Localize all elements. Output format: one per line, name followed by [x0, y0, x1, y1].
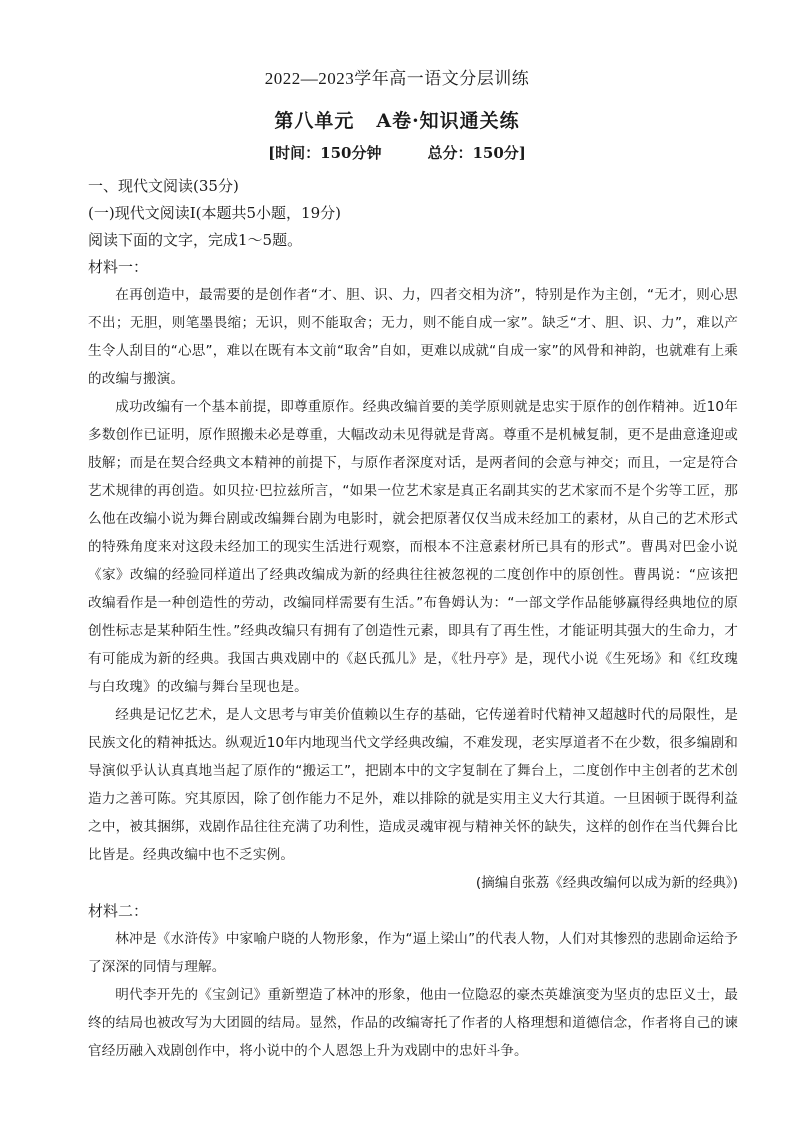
material-one-label: 材料一：: [88, 258, 149, 276]
material-one-paragraph-1: 在再创造中，最需要的是创作者“才、胆、识、力，四者交相为济”，特别是作为主创，“无才，则心思不出；无胆，则笔墨畏缩；无识，则不能取舍；无力，则不能自成一家”。缺乏“才、胆、识、力”，难以产生令人刮目的“心思”，难以在既有本文前“取舍”自如，更难以成就“自成一家”的风骨和神韵，也就难有上乘的改编与搬演。: [88, 287, 738, 387]
material-two-paragraph-1: 林冲是《水浒传》中家喻户晓的人物形象，作为“逼上梁山”的代表人物，人们对其惨烈的悲剧命运给予了深深的同情与理解。: [88, 931, 738, 975]
material-two-label: 材料二：: [88, 902, 149, 920]
subsection-heading: (一)现代文阅读Ⅰ(本题共5小题，19分): [88, 204, 341, 222]
section-heading: 一、现代文阅读(35分): [88, 177, 239, 195]
material-one-paragraph-3: 经典是记忆艺术，是人文思考与审美价值赖以生存的基础，它传递着时代精神又超越时代的局限性，是民族文化的精神抵达。纵观近10年内地现当代文学经典改编，不难发现，老实厚道者不在少数，很多编剧和导演似乎认认真真地当起了原作的“搬运工”，把剧本中的文字复制在了舞台上，二度创作中主创者的艺术创造力之善可陈。究其原因，除了创作能力不足外，难以排除的就是实用主义大行其道。一旦困顿于既得利益之中，被其捆绑，戏剧作品往往充满了功利性，造成灵魂审视与精神关怀的缺失，这样的创作在当代舞台比比皆是。经典改编中也不乏实例。: [88, 707, 738, 863]
volume-label: A卷·知识通关练: [376, 110, 520, 132]
instruction-text: 阅读下面的文字，完成1～5题。: [88, 231, 303, 249]
time-score-line: [0, 142, 794, 163]
unit-subtitle: [0, 106, 794, 133]
material-one-paragraph-2: 成功改编有一个基本前提，即尊重原作。经典改编首要的美学原则就是忠实于原作的创作精神。近10年多数创作已证明，原作照搬未必是尊重，大幅改动未见得就是背离。尊重不是机械复制，更不是曲意逢迎或肢解；而是在契合经典文本精神的前提下，与原作者深度对话，是两者间的会意与神交；而且，一定是符合艺术规律的再创造。如贝拉·巴拉兹所言，“如果一位艺术家是真正名副其实的艺术家而不是个劣等工匠，那么他在改编小说为舞台剧或改编舞台剧为电影时，就会把原著仅仅当成未经加工的素材，从自己的艺术形式的特殊角度来对这段未经加工的现实生活进行观察，而根本不注意素材所已具有的形式”。曹禺对巴金小说《家》改编的经验同样道出了经典改编成为新的经典往往被忽视的二度创作中的原创性。曹禺说：“应该把改编看作是一种创造性的劳动，改编同样需要有生活。”布鲁姆认为：“一部文学作品能够赢得经典地位的原创性标志是某种陌生性。”经典改编只有拥有了创造性元素，即具有了再生性，才能证明其强大的生命力，才有可能成为新的经典。我国古典戏剧中的《赵氏孤儿》是，《牡丹亭》是，现代小说《生死场》和《红玫瑰与白玫瑰》的改编与舞台呈现也是。: [88, 399, 738, 695]
unit-label: 第八单元: [274, 110, 355, 132]
material-one-source: (摘编自张荔《经典改编何以成为新的经典》): [475, 875, 738, 891]
total-score: 总分：150分]: [427, 144, 526, 162]
main-content: [88, 173, 738, 1065]
document-title: 2022—2023学年高一语文分层训练: [264, 69, 530, 88]
material-two-paragraph-2: 明代李开先的《宝剑记》重新塑造了林冲的形象，他由一位隐忍的豪杰英雄演变为坚贞的忠臣义士，最终的结局也被改写为大团圆的结局。显然，作品的改编寄托了作者的人格理想和道德信念，作者将自己的谏官经历融入戏剧创作中，将小说中的个人恩怨上升为戏剧中的忠奸斗争。: [88, 987, 738, 1059]
time-limit: [时间：150分钟: [268, 144, 382, 162]
